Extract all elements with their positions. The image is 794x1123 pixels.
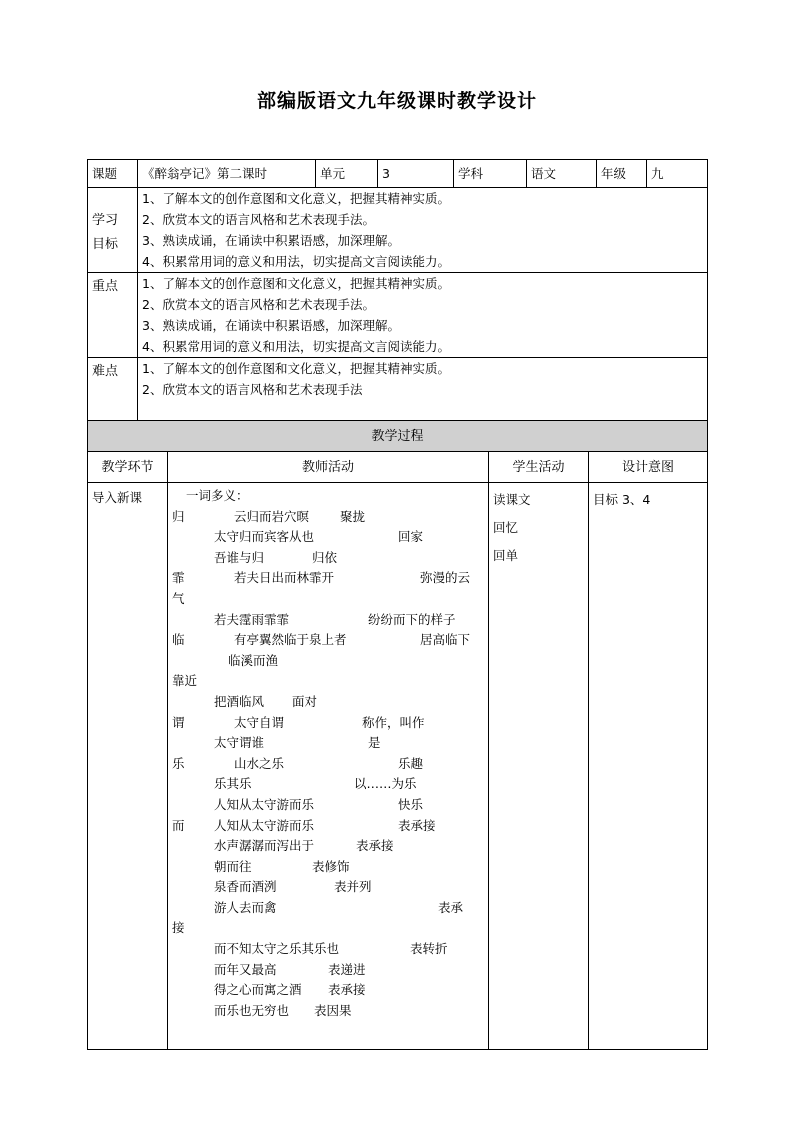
key-points-label: 重点 xyxy=(88,273,138,358)
difficulties-label: 难点 xyxy=(88,358,138,421)
example-sentence: 若夫日出而林霏开 xyxy=(234,570,335,586)
key-point-item: 1、了解本文的创作意图和文化意义，把握其精神实质。 xyxy=(142,276,450,291)
difficulty-item: 1、了解本文的创作意图和文化意义，把握其精神实质。 xyxy=(142,361,450,376)
example-sentence: 山水之乐 xyxy=(234,755,285,771)
example-sentence: 太守谓谁 xyxy=(214,735,265,751)
example-sentence: 太守自谓 xyxy=(234,714,285,730)
example-sentence: 水声潺潺而泻出于 xyxy=(214,838,315,854)
meaning: 表因果 xyxy=(314,1002,352,1018)
meaning: 表修饰 xyxy=(312,858,350,874)
design-intent-cell: 目标 3、4 xyxy=(589,483,708,1050)
teacher-line: 接 xyxy=(172,920,185,936)
word-term: 临 xyxy=(172,632,185,648)
section-header: 教学过程 xyxy=(88,421,708,452)
meaning: 乐趣 xyxy=(398,755,424,771)
key-point-item: 3、熟读成诵，在诵读中积累语感，加深理解。 xyxy=(142,318,400,333)
example-sentence: 而乐也无穷也 xyxy=(214,1002,290,1018)
meaning: 快乐 xyxy=(398,796,424,812)
topic-label: 课题 xyxy=(88,160,138,188)
goals-label xyxy=(88,188,138,273)
difficulties-list xyxy=(138,358,708,421)
example-sentence: 若夫霪雨霏霏 xyxy=(214,611,290,627)
example-sentence: 朝而往 xyxy=(214,858,252,874)
word-term: 归 xyxy=(172,508,185,524)
example-sentence: 有亭翼然临于泉上者 xyxy=(234,632,347,648)
example-sentence: 得之心而寓之酒 xyxy=(214,982,302,998)
meaning: 居高临下 xyxy=(420,632,471,648)
example-sentence: 乐其乐 xyxy=(214,776,252,792)
meaning: 归依 xyxy=(312,549,338,565)
meaning: 纷纷而下的样子 xyxy=(368,611,456,627)
unit-value: 3 xyxy=(378,160,454,188)
goals-list xyxy=(138,188,708,273)
goals-label-text: 学习目标 xyxy=(92,213,119,252)
stage-cell: 导入新课 xyxy=(88,483,168,1050)
difficulty-item: 2、欣赏本文的语言风格和艺术表现手法 xyxy=(142,382,363,397)
meaning: 表承 xyxy=(438,899,464,915)
example-sentence: 而年又最高 xyxy=(214,961,277,977)
meaning: 弥漫的云 xyxy=(420,570,471,586)
meaning: 表承接 xyxy=(328,982,366,998)
lesson-info-table xyxy=(87,159,708,421)
key-points-list xyxy=(138,273,708,358)
meaning: 表转折 xyxy=(410,941,448,957)
teacher-line: 气 xyxy=(172,590,185,606)
student-activity: 读课文 xyxy=(493,492,531,507)
goal-item: 4、积累常用词的意义和用法，切实提高文言阅读能力。 xyxy=(142,254,450,269)
example-sentence: 游人去而禽 xyxy=(214,899,277,915)
meaning: 聚拢 xyxy=(340,508,366,524)
teacher-line: 一词多义： xyxy=(186,488,249,503)
meaning: 是 xyxy=(368,735,381,751)
goal-item: 3、熟读成诵，在诵读中积累语感，加深理解。 xyxy=(142,233,400,248)
example-sentence: 云归而岩穴暝 xyxy=(234,508,310,524)
word-term: 乐 xyxy=(172,755,185,771)
student-activity-cell xyxy=(489,483,589,1050)
meaning: 以……为乐 xyxy=(354,776,417,792)
header-intent: 设计意图 xyxy=(589,452,708,483)
example-sentence: 太守归而宾客从也 xyxy=(214,529,315,545)
word-term: 谓 xyxy=(172,714,185,730)
subject-label: 学科 xyxy=(454,160,527,188)
word-term: 霏 xyxy=(172,570,185,586)
unit-label: 单元 xyxy=(316,160,378,188)
goal-item: 1、了解本文的创作意图和文化意义，把握其精神实质。 xyxy=(142,191,450,206)
meaning: 表承接 xyxy=(398,817,436,833)
meaning: 表并列 xyxy=(334,879,372,895)
student-activity: 回忆 xyxy=(493,520,519,535)
meaning: 面对 xyxy=(292,693,318,709)
header-student: 学生活动 xyxy=(489,452,589,483)
example-sentence: 人知从太守游而乐 xyxy=(214,796,315,812)
goal-item: 2、欣赏本文的语言风格和艺术表现手法。 xyxy=(142,212,375,227)
grade-label: 年级 xyxy=(597,160,647,188)
meaning: 表递进 xyxy=(328,961,366,977)
subject-value: 语文 xyxy=(527,160,597,188)
example-sentence: 把酒临风 xyxy=(214,693,265,709)
example-sentence: 吾谁与归 xyxy=(214,549,265,565)
example-sentence: 人知从太守游而乐 xyxy=(214,817,315,833)
teaching-process-table xyxy=(87,420,708,1050)
example-sentence: 而不知太守之乐其乐也 xyxy=(214,941,340,957)
key-point-item: 2、欣赏本文的语言风格和艺术表现手法。 xyxy=(142,297,375,312)
example-sentence: 临溪而渔 xyxy=(228,652,279,668)
teacher-activity-cell xyxy=(168,483,489,1050)
meaning: 回家 xyxy=(398,529,424,545)
word-term: 而 xyxy=(172,817,185,833)
page-title: 部编版语文九年级课时教学设计 xyxy=(256,90,537,112)
teacher-line: 靠近 xyxy=(172,673,198,689)
header-stage: 教学环节 xyxy=(88,452,168,483)
topic-value: 《醉翁亭记》第二课时 xyxy=(138,160,316,188)
meaning: 表承接 xyxy=(356,838,394,854)
example-sentence: 泉香而酒洌 xyxy=(214,879,277,895)
meaning: 称作，叫作 xyxy=(362,714,425,730)
student-activity: 回单 xyxy=(493,548,519,563)
header-teacher: 教师活动 xyxy=(168,452,489,483)
key-point-item: 4、积累常用词的意义和用法，切实提高文言阅读能力。 xyxy=(142,339,450,354)
grade-value: 九 xyxy=(647,160,708,188)
